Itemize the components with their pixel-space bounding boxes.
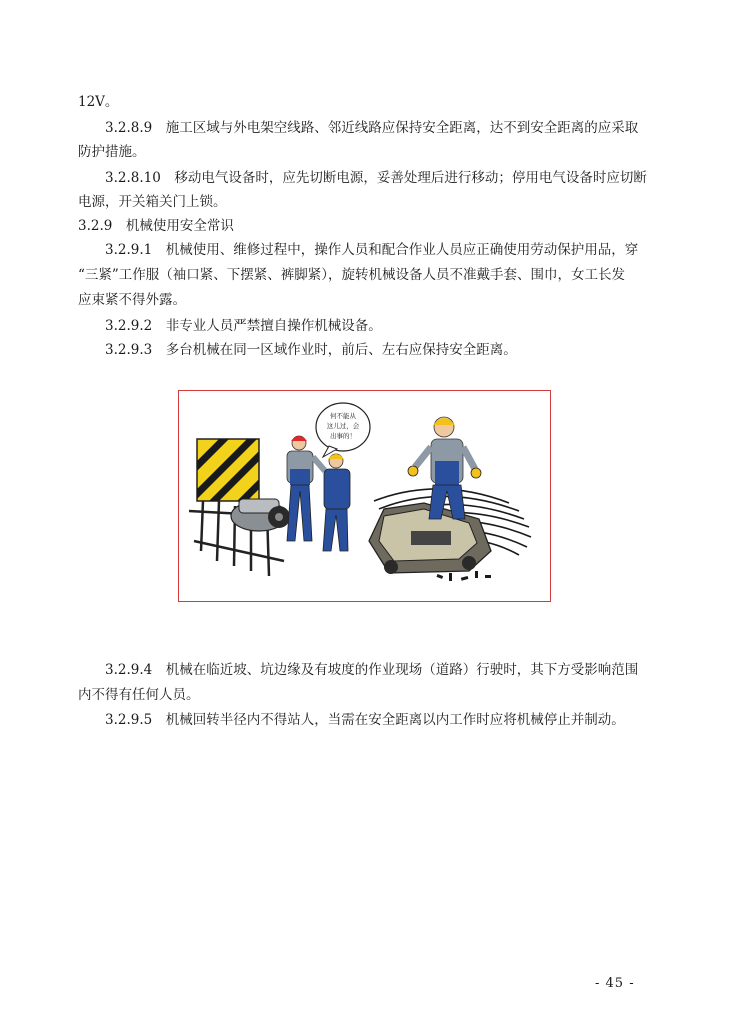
text-line: 内不得有任何人员。 [78,687,200,703]
worker-red-helmet [287,436,325,541]
clause-3-2-9-4: 3.2.9.4 机械在临近坡、坑边缘及有坡度的作业现场（道路）行驶时，其下方受影响范围 [105,662,639,678]
page-number: - 45 - [595,976,635,991]
clause-3-2-9-1: 3.2.9.1 机械使用、维修过程中，操作人员和配合作业人员应正确使用劳动保护用品，穿 [105,242,639,258]
text-line: 电源，开关箱关门上锁。 [78,194,227,210]
small-machine [231,499,290,531]
clause-3-2-9-3: 3.2.9.3 多台机械在同一区域作业时，前后、左右应保持安全距离。 [105,342,517,358]
clause-3-2-8-9: 3.2.8.9 施工区域与外电架空线路、邻近线路应保持安全距离，达不到安全距离的应采取 [105,120,639,136]
text-line: 12V。 [78,94,119,110]
clause-3-2-9-2: 3.2.9.2 非专业人员严禁擅自操作机械设备。 [105,318,382,334]
text-line: 应束紧不得外露。 [78,292,186,308]
clause-3-2-9-5: 3.2.9.5 机械回转半径内不得站人，当需在安全距离以内工作时应将机械停止并制动。 [105,712,625,728]
speech-bubble [316,403,370,457]
speech-line-2: 这儿过，会 [326,422,360,430]
worker-yellow-helmet [323,454,350,551]
speech-line-1: 何不能从 [330,412,356,420]
safety-illustration [178,390,551,602]
text-line: 防护措施。 [78,144,146,160]
text-line: “三紧”工作服（袖口紧、下摆紧、裤脚紧），旋转机械设备人员不准戴手套、围巾，女工长发 [78,267,626,283]
speech-line-3: 出事的！ [330,432,356,440]
scattered-parts [436,571,491,581]
illustration-drawing [179,391,549,600]
clause-3-2-8-10: 3.2.8.10 移动电气设备时，应先切断电源，妥善处理后进行移动；停用电气设备时应切断 [105,170,647,186]
section-heading-3-2-9: 3.2.9 机械使用安全常识 [78,218,234,234]
